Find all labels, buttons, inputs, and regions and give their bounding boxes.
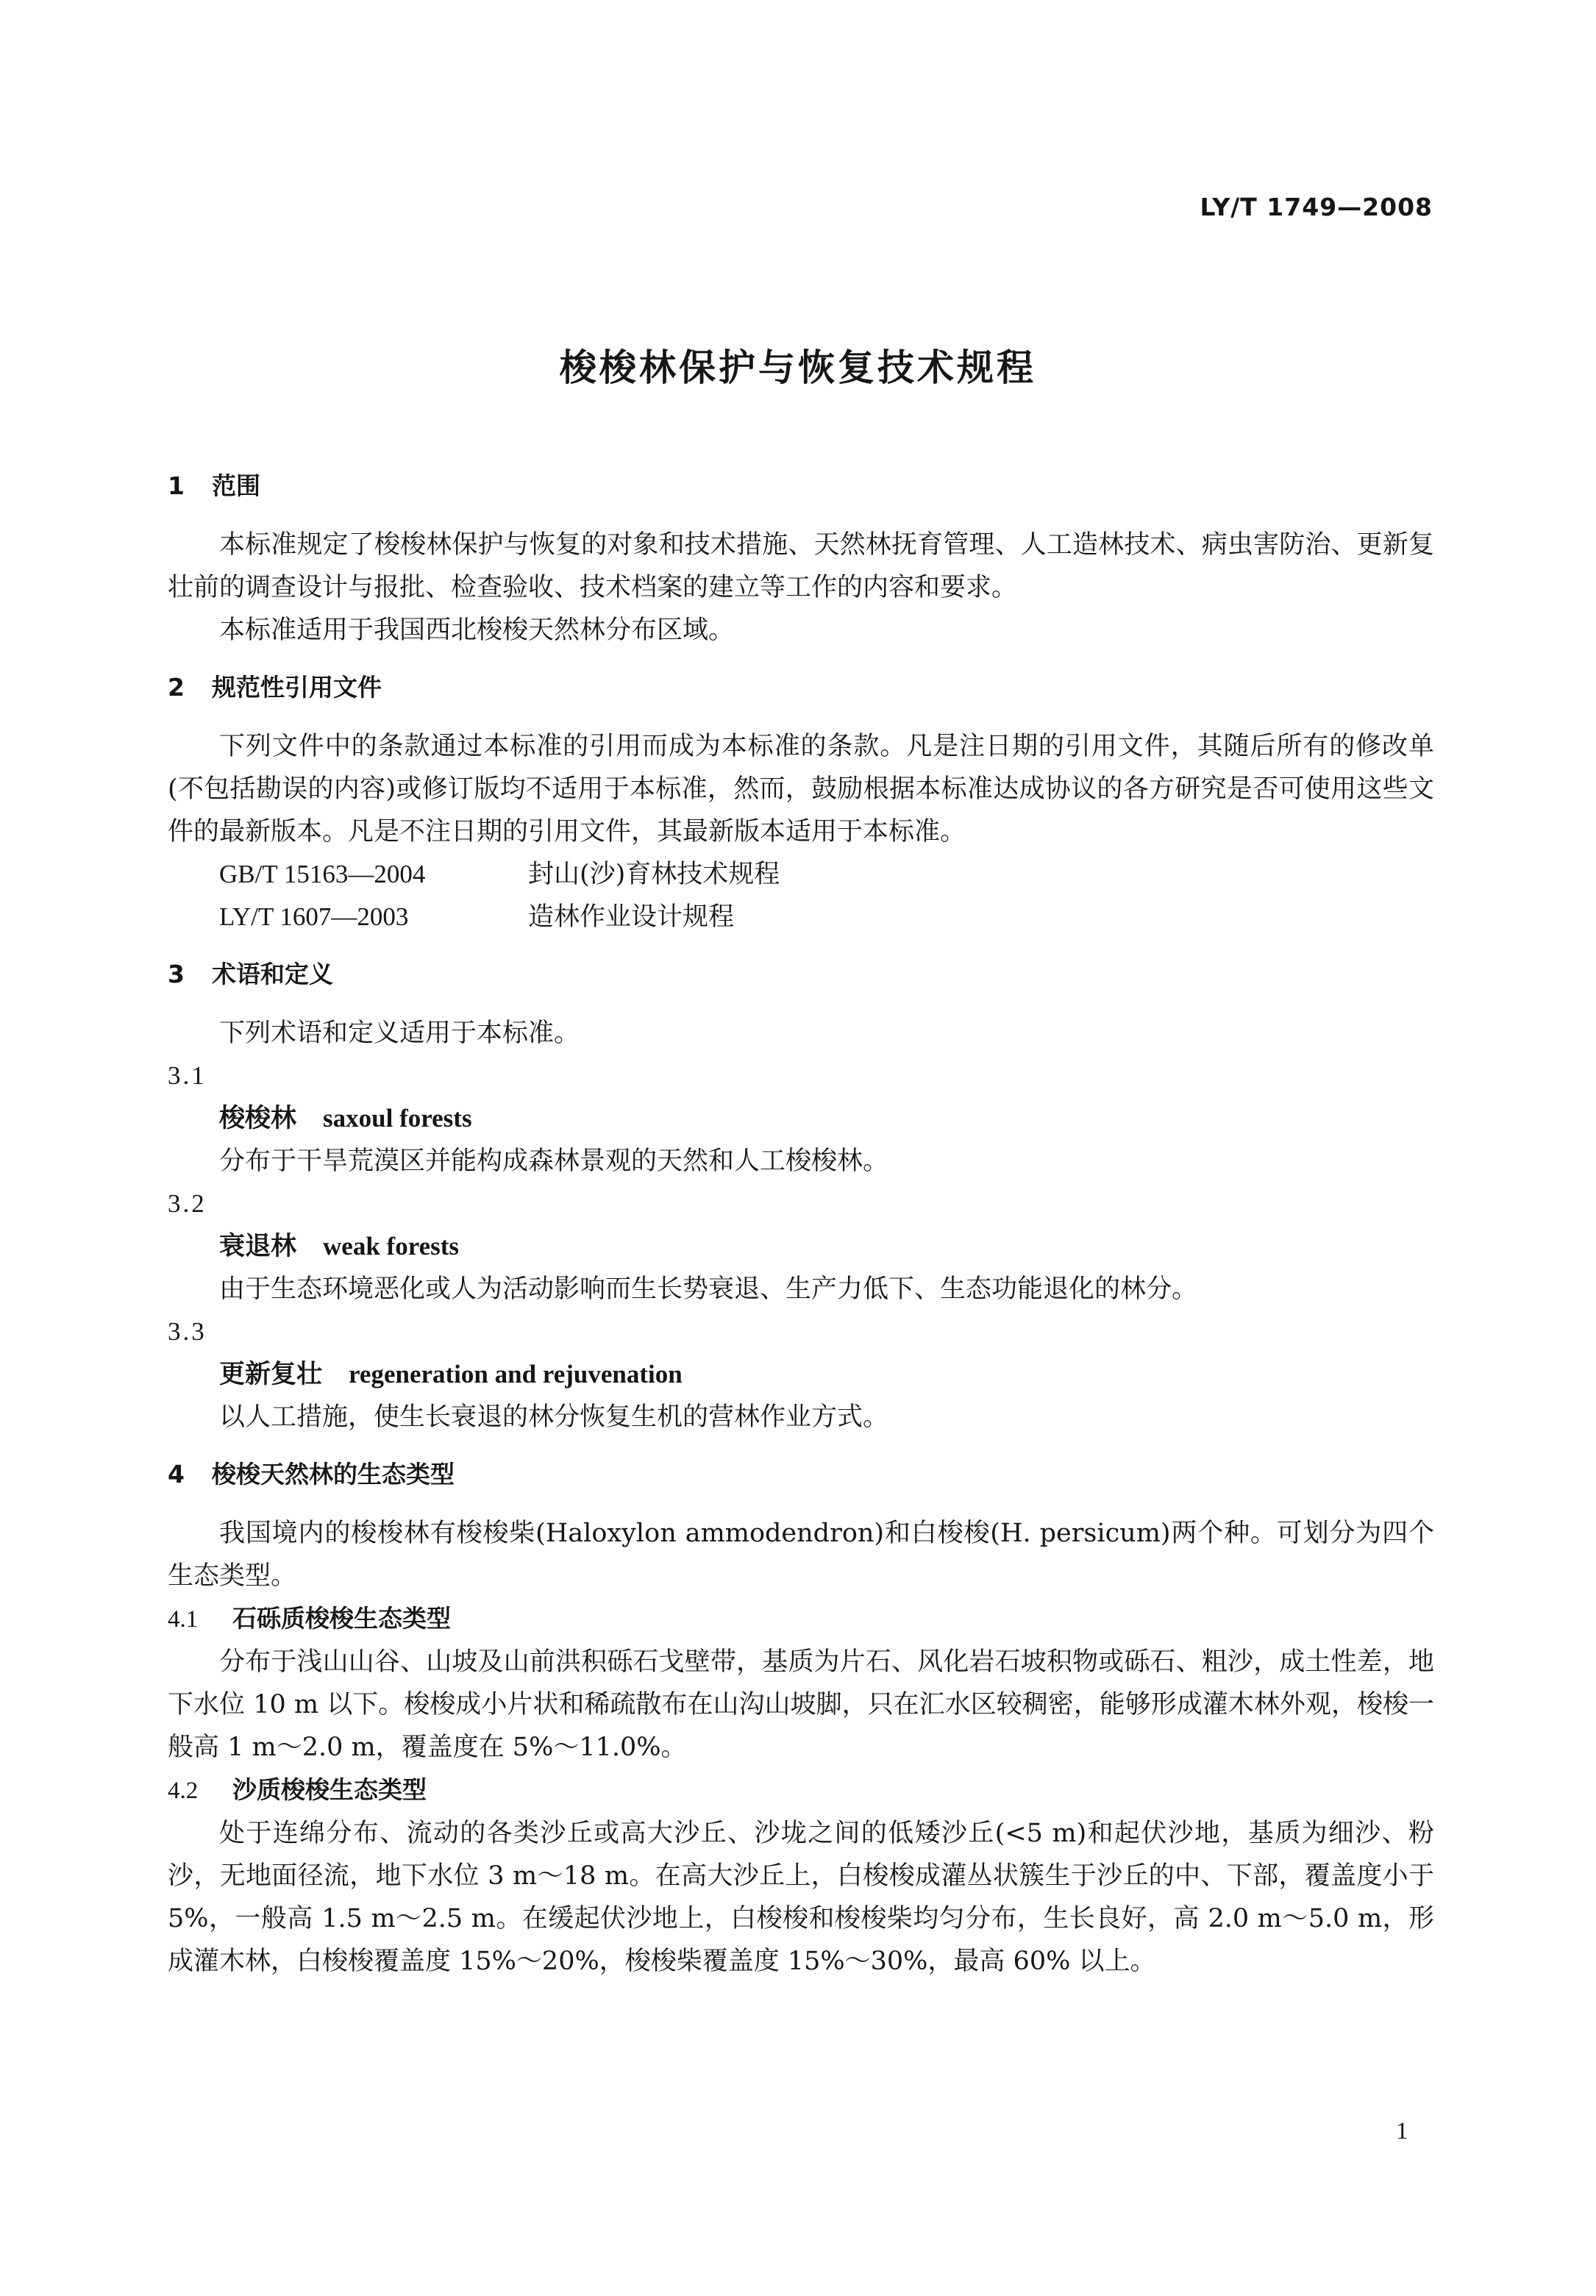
term-number: 3.3 (168, 1317, 207, 1346)
reference-name: 造林作业设计规程 (528, 902, 735, 932)
reference-item (168, 853, 1434, 896)
page-number: 1 (1396, 2118, 1408, 2145)
term-chinese: 更新复壮 (219, 1360, 323, 1389)
section-number: 4 (168, 1460, 185, 1489)
term-number: 3.2 (168, 1189, 207, 1218)
paragraph: 下列文件中的条款通过本标准的引用而成为本标准的条款。凡是注日期的引用文件，其随后所有的修改单(不包括勘误的内容)或修订版均不适用于本标准，然而，鼓励根据本标准达成协议的各方研究是否可使用这些文件的最新版本。凡是不注日期的引用文件，其最新版本适用于本标准。 (168, 732, 1434, 846)
document-title: 梭梭林保护与恢复技术规程 (560, 346, 1036, 389)
term-number: 3.1 (168, 1061, 207, 1090)
term-english: saxoul forests (323, 1104, 472, 1133)
section-title: 术语和定义 (212, 960, 333, 988)
term-heading (168, 1097, 1434, 1140)
section-heading-2 (168, 666, 1434, 709)
section-number: 2 (168, 673, 185, 702)
subsection-heading-4-1 (168, 1597, 1434, 1641)
paragraph: 下列术语和定义适用于本标准。 (219, 1019, 580, 1048)
reference-code: LY/T 1607—2003 (219, 902, 409, 931)
paragraph: 本标准适用于我国西北梭梭天然林分布区域。 (219, 616, 735, 645)
paragraph: 处于连绵分布、流动的各类沙丘或高大沙丘、沙垅之间的低矮沙丘(<5 m)和起伏沙地，基质为细沙、粉沙，无地面径流，地下水位 3 m～18 m。在高大沙丘上，白梭梭成灌丛状簇生于沙丘的中、下部，覆盖度小于 5%，一般高 1.5 m～2.5 m。在缓起伏沙地上，白梭梭和梭梭柴均匀分布，生长良好，高 2.0 m～5.0 m，形成灌木林，白梭梭覆盖度 15%～20%，梭梭柴覆盖度 15%～30%，最高 60% 以上。 (168, 1819, 1434, 1976)
paragraph: 我国境内的梭梭林有梭梭柴(Haloxylon ammodendron)和白梭梭(H. persicum)两个种。可划分为四个生态类型。 (168, 1519, 1434, 1591)
term-heading (168, 1353, 1434, 1396)
term-definition: 以人工措施，使生长衰退的林分恢复生机的营林作业方式。 (219, 1402, 889, 1432)
section-number: 3 (168, 960, 185, 988)
section-heading-3 (168, 953, 1434, 996)
section-heading-1 (168, 465, 1434, 507)
term-heading (168, 1225, 1434, 1268)
term-english: weak forests (323, 1232, 460, 1261)
document-number: LY/T 1749—2008 (1200, 193, 1433, 221)
term-definition: 由于生态环境恶化或人为活动影响而生长势衰退、生产力低下、生态功能退化的林分。 (219, 1274, 1198, 1304)
paragraph: 本标准规定了梭梭林保护与恢复的对象和技术措施、天然林抚育管理、人工造林技术、病虫害防治、更新复壮前的调查设计与报批、检查验收、技术档案的建立等工作的内容和要求。 (168, 530, 1434, 602)
term-chinese: 衰退林 (219, 1232, 297, 1261)
term-definition: 分布于干旱荒漠区并能构成森林景观的天然和人工梭梭林。 (219, 1147, 889, 1176)
document-body (168, 465, 1434, 1983)
subsection-title: 沙质梭梭生态类型 (232, 1775, 427, 1804)
section-number: 1 (168, 471, 185, 500)
subsection-number: 4.2 (168, 1778, 199, 1804)
subsection-title: 石砾质梭梭生态类型 (232, 1604, 451, 1633)
term-chinese: 梭梭林 (219, 1104, 297, 1133)
reference-item (168, 896, 1434, 938)
section-heading-4 (168, 1453, 1434, 1496)
section-title: 梭梭天然林的生态类型 (212, 1460, 455, 1489)
section-title: 范围 (212, 471, 260, 500)
section-title: 规范性引用文件 (212, 673, 382, 702)
reference-name: 封山(沙)育林技术规程 (528, 860, 780, 889)
paragraph: 分布于浅山山谷、山坡及山前洪积砾石戈壁带，基质为片石、风化岩石坡积物或砾石、粗沙，成土性差，地下水位 10 m 以下。梭梭成小片状和稀疏散布在山沟山坡脚，只在汇水区较稠密，能够形成灌木林外观，梭梭一般高 1 m～2.0 m，覆盖度在 5%～11.0%。 (168, 1647, 1434, 1762)
reference-code: GB/T 15163—2004 (219, 860, 426, 888)
subsection-heading-4-2 (168, 1769, 1434, 1812)
subsection-number: 4.1 (168, 1606, 199, 1633)
term-english: regeneration and rejuvenation (349, 1360, 683, 1388)
